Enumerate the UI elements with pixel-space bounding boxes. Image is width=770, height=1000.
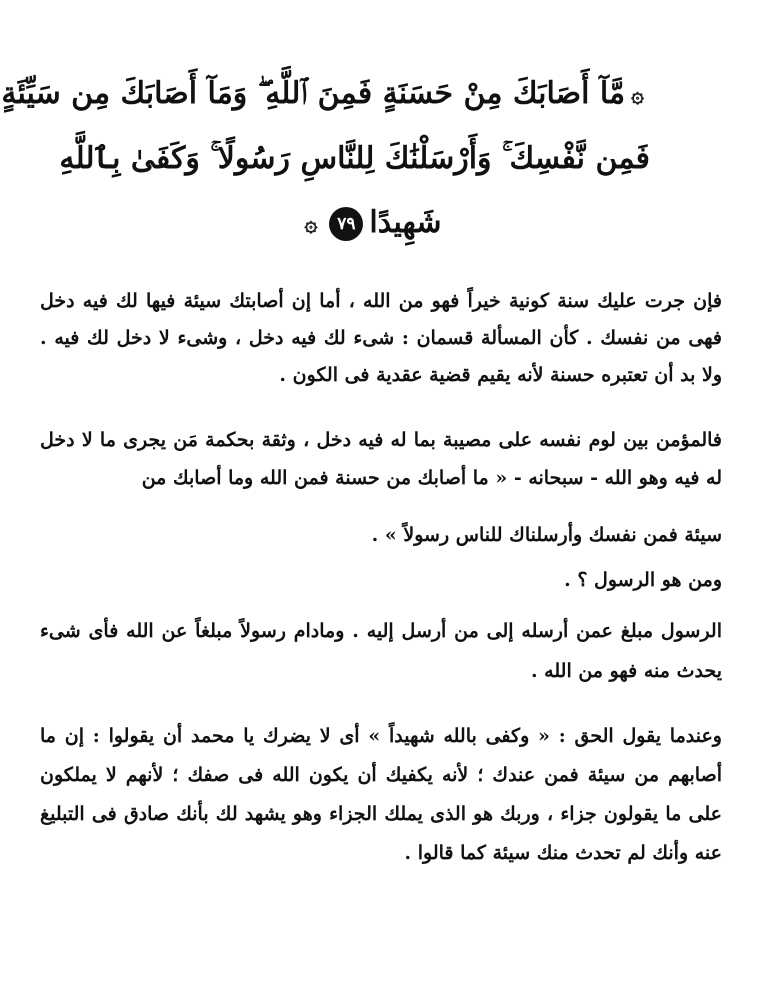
ornament-icon: ۞: [304, 211, 318, 237]
verse-line-1: ۞مَّآ أَصَابَكَ مِنْ حَسَنَةٍ فَمِنَ ٱللَّهِ ۖ وَمَآ أَصَابَكَ مِن سَيِّئَةٍ: [90, 62, 650, 127]
ornament-icon: ۞: [631, 82, 644, 108]
paragraph-2: فالمؤمن بين لوم نفسه على مصيبة بما له فيه دخل ، وثقة بحكمة مَن يجرى ما لا دخل له فيه وهو الله - سبحانه - « ما أصابك من حسنة فمن الله وما أصابك من: [40, 429, 722, 489]
paragraph-6: وعندما يقول الحق : « وكفى بالله شهيداً » أى لا يضرك يا محمد أن يقولوا : إن ما أصابهم من سيئة فمن عندك ؛ لأنه يكفيك أن يكون الله فى صفك ؛ لأنهم لا يملكون على ما يقولون جزاء ، وربك هو الذى يملك الجزاء وهو يشهد لك بأنك صادق فى التبليغ عنه وأنك لم تحدث منك سيئة كما قالوا .: [40, 725, 722, 864]
paragraph-5: الرسول مبلغ عمن أرسله إلى من أرسل إليه . ومادام رسولاً مبلغاً عن الله فأى شىء يحدث منه فهو من الله .: [40, 620, 722, 682]
verse-line-3: شَهِيدًا٧٩۞: [90, 191, 650, 256]
ayah-number-badge: ٧٩: [329, 207, 363, 241]
quran-verse: [1, 62, 650, 256]
paragraph-1: فإن جرت عليك سنة كونية خيراً فهو من الله ، أما إن أصابتك سيئة فيها لك فيه دخل فهى من نفسك . كأن المسألة قسمان : شىء لك فيه دخل ، وشىء لا دخل لك فيه . ولا بد أن تعتبره حسنة لأنه يقيم قضية عقدية فى الكون .: [40, 290, 722, 386]
paragraph-3: سيئة فمن نفسك وأرسلناك للناس رسولاً » .: [371, 524, 722, 546]
verse-line-2: فَمِن نَّفْسِكَ ۚ وَأَرْسَلْنَٰكَ لِلنَّاسِ رَسُولًا ۚ وَكَفَىٰ بِٱللَّهِ: [59, 141, 650, 176]
paragraph-4: ومن هو الرسول ؟ .: [564, 569, 722, 591]
